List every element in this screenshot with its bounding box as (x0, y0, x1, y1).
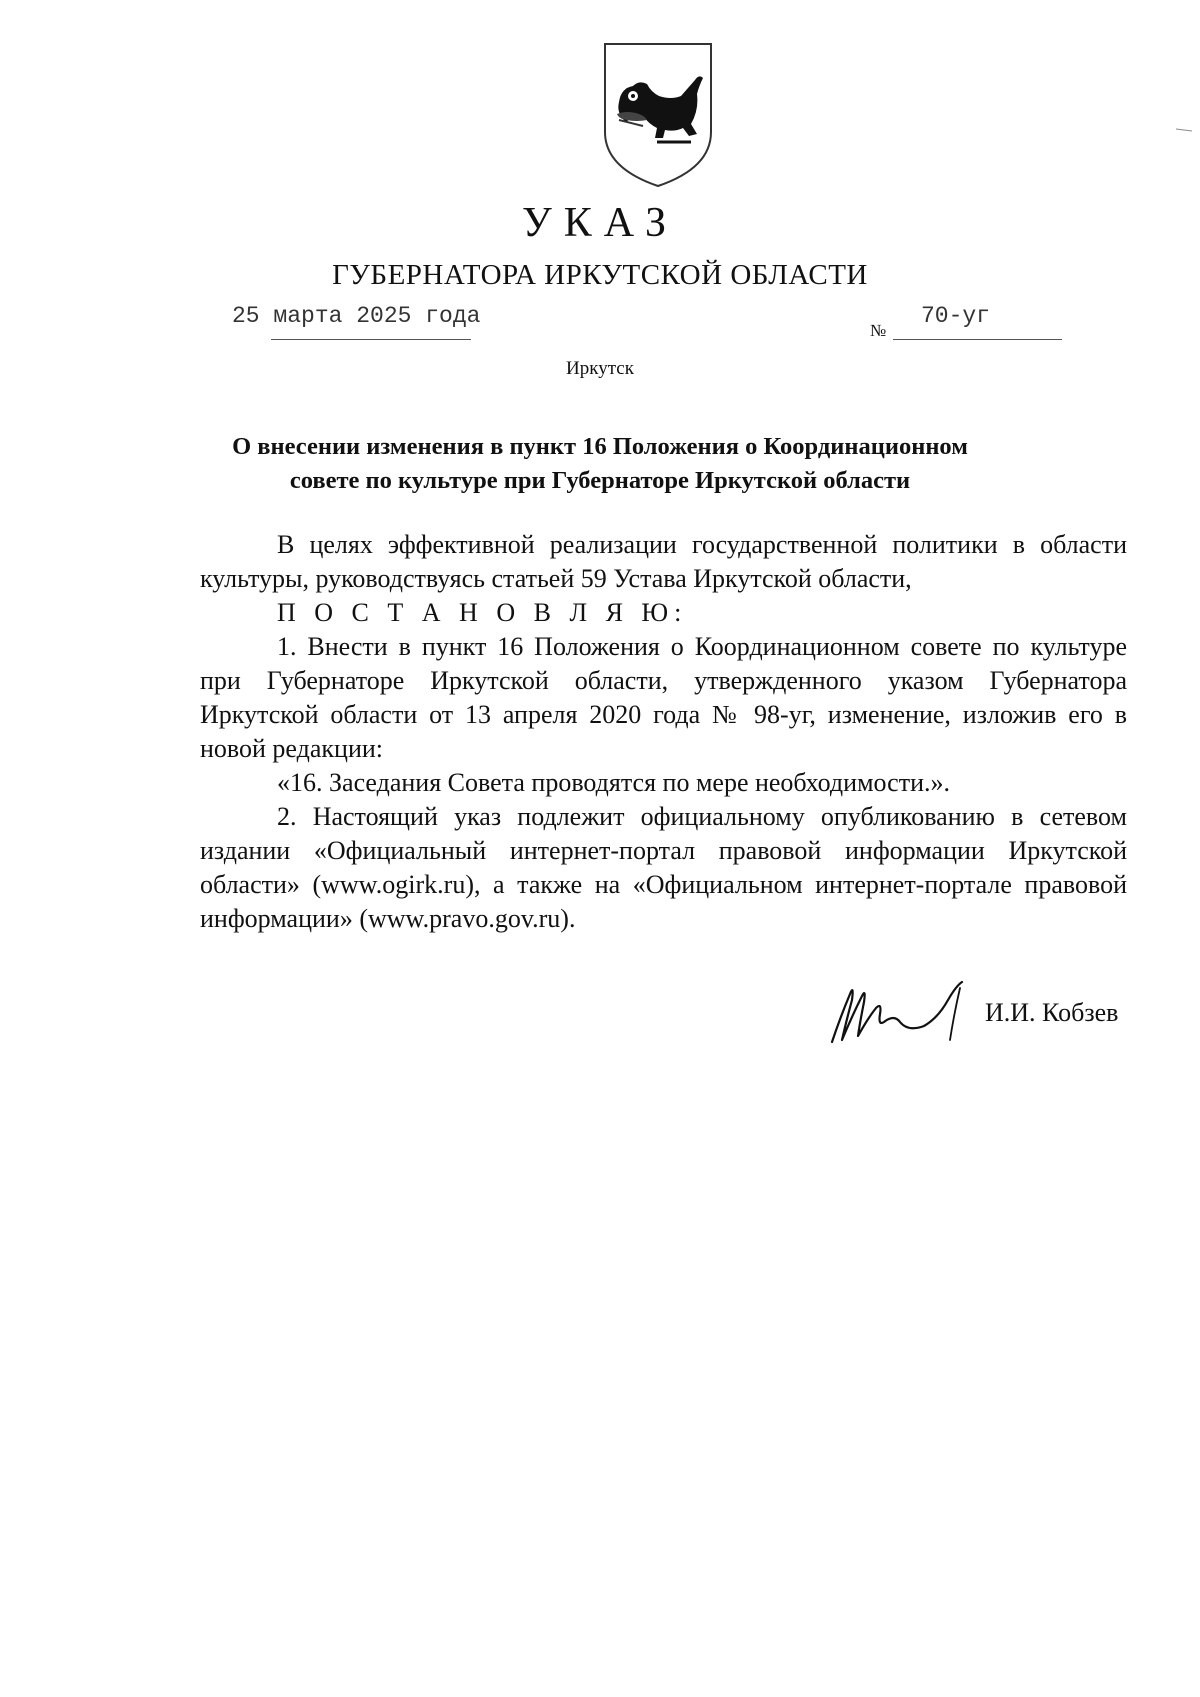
quoted-clause-paragraph: «16. Заседания Совета проводятся по мере необходимости.». (277, 768, 950, 797)
handwritten-signature-icon (828, 978, 988, 1046)
margin-mark-icon (1176, 128, 1192, 132)
date-underline (271, 339, 471, 340)
city-label: Иркутск (566, 358, 634, 379)
number-underline (893, 339, 1062, 340)
clause-paragraph: 2. Настоящий указ подлежит официальному опубликованию в сетевом издании «Официальный интернет-портал правовой информации Иркутской области» (www.ogirk.ru), а также на «Официальном интернет-портале правовой информации» (www.pravo.gov.ru). (200, 802, 1127, 933)
document-body (200, 528, 1127, 936)
issuer-heading: ГУБЕРНАТОРА ИРКУТСКОЙ ОБЛАСТИ (332, 259, 868, 291)
document-date: 25 марта 2025 года (232, 303, 481, 329)
clause-paragraph: 1. Внести в пункт 16 Положения о Координационном совете по культуре при Губернаторе Иркутской области, утвержденного указом Губернатора Иркутской области от 13 апреля 2020 года № 98-уг, изменение, изложив его в новой редакции: (200, 632, 1127, 763)
document-number: 70-уг (921, 303, 991, 329)
title-line: О внесении изменения в пункт 16 Положения о Координационном (232, 433, 968, 460)
title-line: совете по культуре при Губернаторе Иркутской области (289, 467, 911, 494)
document-type-heading: УКАЗ (521, 200, 679, 246)
signer-name: И.И. Кобзев (985, 998, 1119, 1027)
decree-word: П О С Т А Н О В Л Я Ю: (277, 598, 688, 627)
preamble-paragraph: В целях эффективной реализации государственной политики в области культуры, руководствуясь статьей 59 Устава Иркутской области, (200, 530, 1127, 593)
document-title (200, 430, 1000, 498)
number-sign-label: № (870, 321, 887, 340)
coat-of-arms-icon (599, 40, 717, 190)
